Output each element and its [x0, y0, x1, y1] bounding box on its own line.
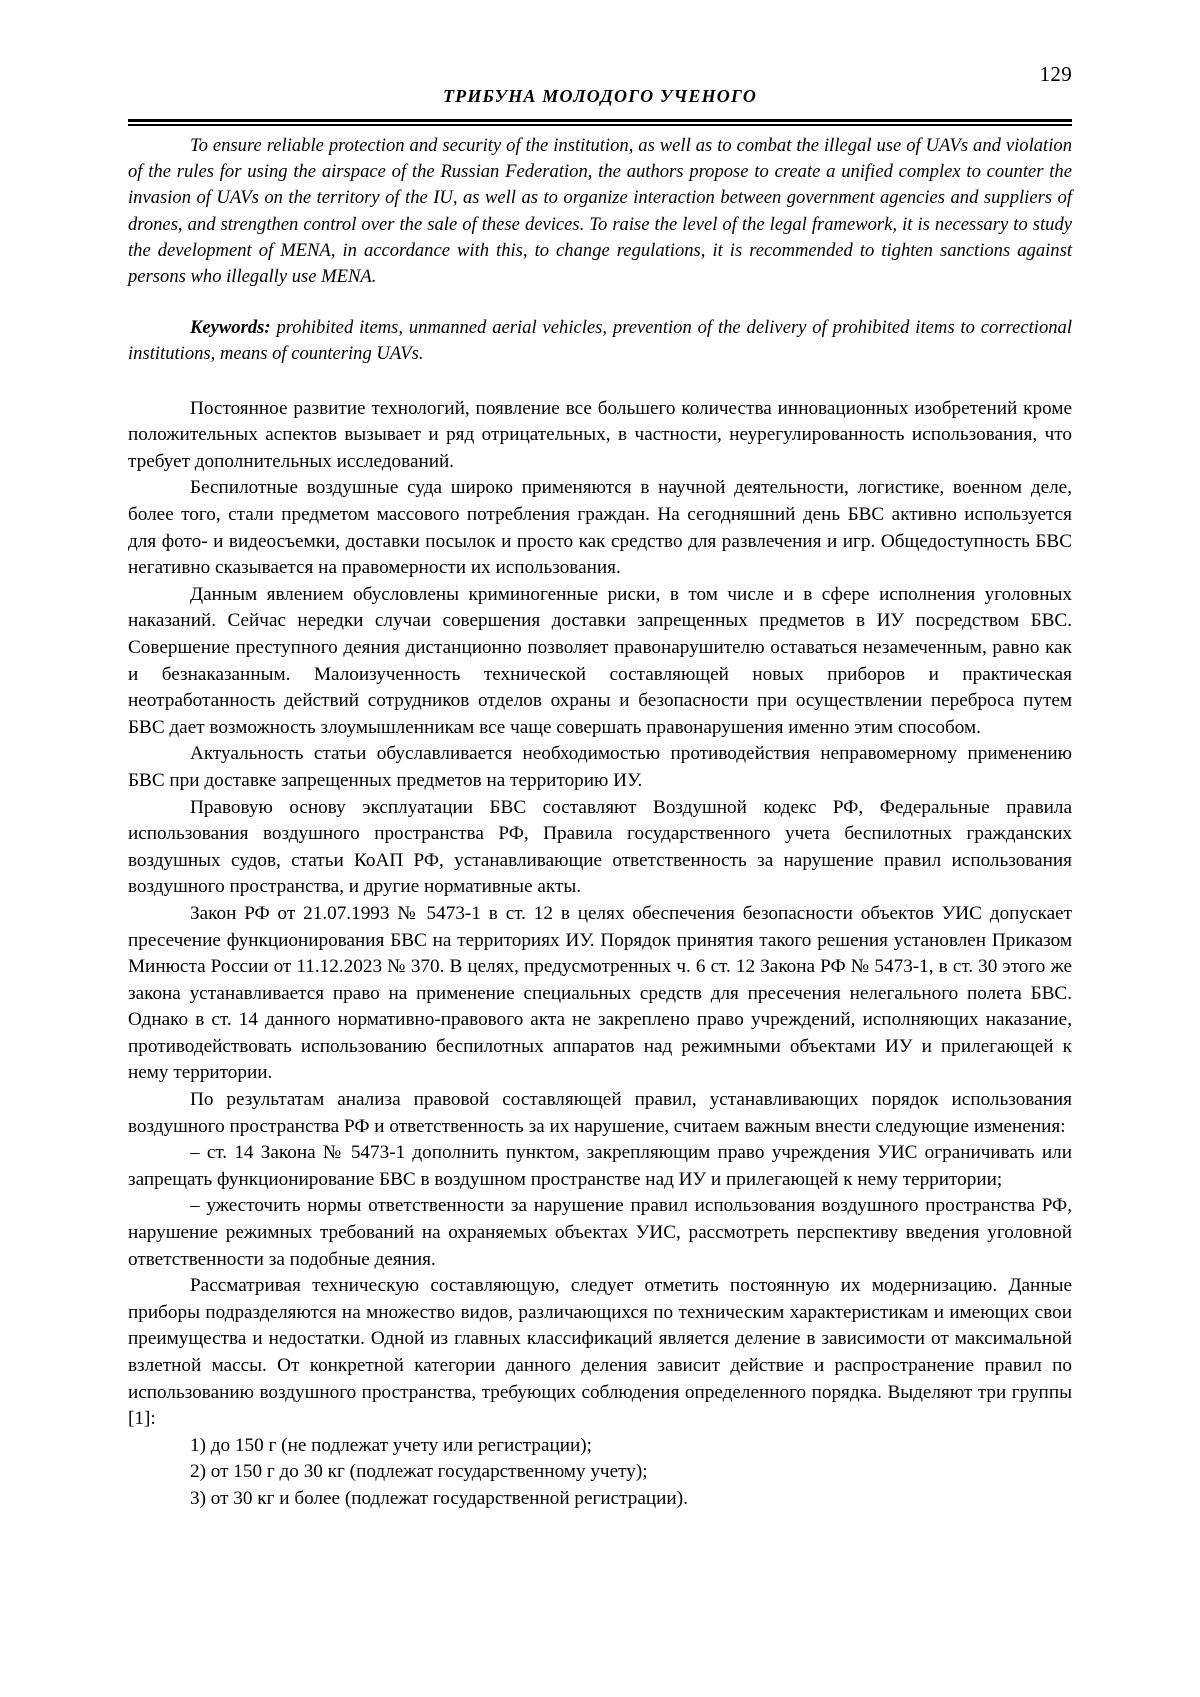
header-divider — [128, 119, 1072, 126]
document-page — [128, 0, 1072, 1697]
keywords-paragraph — [128, 315, 1072, 367]
page-number: 129 — [1039, 62, 1072, 86]
running-head: ТРИБУНА МОЛОДОГО УЧЕНОГО — [442, 86, 758, 106]
abstract-paragraph: To ensure reliable protection and security of the institution, as well as to combat the illegal use of UAVs and violation of the rules for using the airspace of the Russian Federation, the authors propose to create a unified complex to counter the invasion of UAVs on the territory of the IU, as well as to organize interaction between government agencies and suppliers of drones, and strengthen control over the sale of these devices. To raise the level of the legal framework, it is necessary to study the development of MENA, in accordance with this, to change regulations, it is recommended to tighten sanctions against persons who illegally use MENA. — [128, 135, 1072, 288]
keywords-label: Keywords: — [190, 317, 271, 339]
body-paragraph: Закон РФ от 21.07.1993 № 5473-1 в ст. 12 в целях обеспечения безопасности объектов УИС допускает пресечение функционирования БВС на территориях ИУ. Порядок принятия такого решения установлен Приказом Минюста России от 11.12.2023 № 370. В целях, предусмотренных ч. 6 ст. 12 Закона РФ № 5473-1, в ст. 30 этого же закона устанавливается право на применение специальных средств для пресечения нелегального полета БВС. Однако в ст. 14 данного нормативно-правового акта не закреплено право учреждений, исполняющих наказание, противодействовать использованию беспилотных аппаратов над режимными объектами ИУ и прилегающей к нему территории. — [128, 902, 1072, 1084]
list-item: 1) до 150 г (не подлежат учету или регистрации); — [190, 1434, 592, 1456]
article-content — [128, 133, 1072, 1513]
body-paragraph: Актуальность статьи обуславливается необходимостью противодействия неправомерному применению БВС при доставке запрещенных предметов на территорию ИУ. — [128, 743, 1072, 791]
list-item: – ужесточить нормы ответственности за нарушение правил использования воздушного пространства РФ, нарушение режимных требований на охраняемых объектах УИС, рассмотреть перспективу введения уголовной ответственности за подобные деяния. — [128, 1195, 1072, 1270]
list-item: 3) от 30 кг и более (подлежат государственной регистрации). — [190, 1487, 688, 1509]
body-paragraph: По результатам анализа правовой составляющей правил, устанавливающих порядок использования воздушного пространства РФ и ответственность за их нарушение, считаем важным внести следующие изменения: — [128, 1089, 1072, 1137]
list-item: 2) от 150 г до 30 кг (подлежат государственному учету); — [190, 1461, 648, 1483]
keywords-text: prohibited items, unmanned aerial vehicles, prevention of the delivery of prohibited items to correctional institutions, means of countering UAVs. — [128, 317, 1072, 365]
body-paragraph: Постоянное развитие технологий, появление все большего количества инновационных изобретений кроме положительных аспектов вызывает и ряд отрицательных, в частности, неурегулированность использования, что требует дополнительных исследований. — [128, 397, 1072, 472]
body-paragraph: Данным явлением обусловлены криминогенные риски, в том числе и в сфере исполнения уголовных наказаний. Сейчас нередки случаи совершения доставки запрещенных предметов в ИУ посредством БВС. Совершение преступного деяния дистанционно позволяет правонарушителю оставаться незамеченным, равно как и безнаказанным. Малоизученность технической составляющей новых приборов и практическая неотработанность действий сотрудников отделов охраны и безопасности при осуществлении переброса путем БВС дает возможность злоумышленникам все чаще совершать правонарушения именно этим способом. — [128, 583, 1072, 738]
body-paragraph: Правовую основу эксплуатации БВС составляют Воздушной кодекс РФ, Федеральные правила использования воздушного пространства РФ, Правила государственного учета беспилотных гражданских воздушных судов, статьи КоАП РФ, устанавливающие ответственность за нарушение правил использования воздушного пространства, и другие нормативные акты. — [128, 796, 1072, 898]
body-paragraph: Беспилотные воздушные суда широко применяются в научной деятельности, логистике, военном деле, более того, стали предметом массового потребления граждан. На сегодняшний день БВС активно используется для фото- и видеосъемки, доставки посылок и просто как средство для развлечения и игр. Общедоступность БВС негативно сказывается на правомерности их использования. — [128, 477, 1072, 579]
divider-thin-line — [128, 124, 1072, 126]
list-item: – ст. 14 Закона № 5473-1 дополнить пунктом, закрепляющим право учреждения УИС ограничивать или запрещать функционирование БВС в воздушном пространстве над ИУ и прилегающей к нему территории; — [128, 1142, 1072, 1190]
body-paragraph: Рассматривая техническую составляющую, следует отметить постоянную их модернизацию. Данные приборы подразделяются на множество видов, различающихся по техническим характеристикам и имеющих свои преимущества и недостатки. Одной из главных классификаций является деление в зависимости от максимальной взлетной массы. От конкретной категории данного деления зависит действие и распространение правил по использованию воздушного пространства, требующих соблюдения определенного порядка. Выделяют три группы [1]: — [128, 1275, 1072, 1430]
